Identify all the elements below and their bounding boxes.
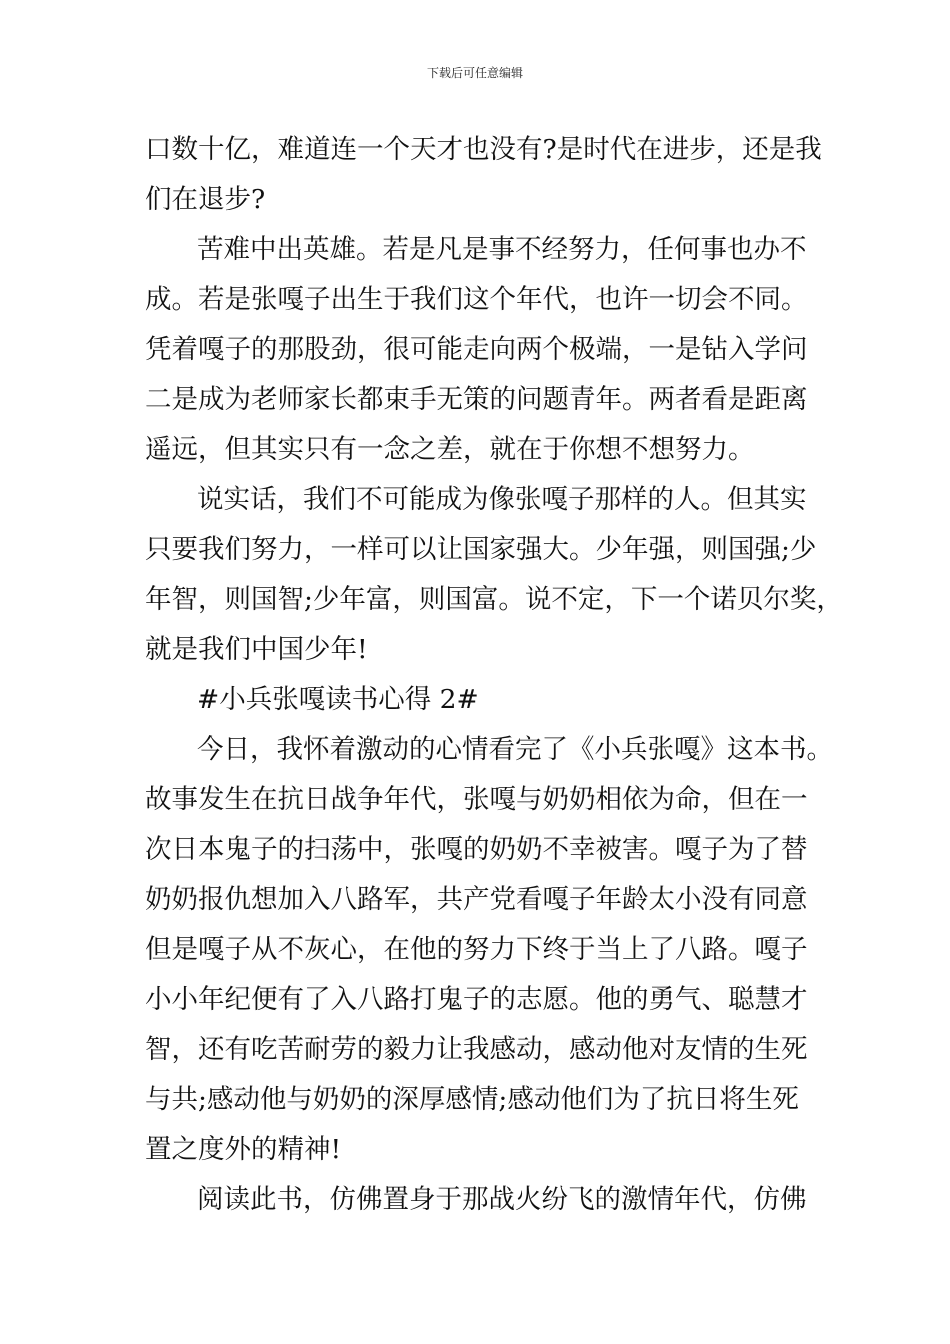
paragraph-start-line: 苦难中出英雄。若是凡是事不经努力，任何事也办不: [197, 234, 807, 265]
text-line: 成。若是张嘎子出生于我们这个年代，也许一切会不同。: [145, 284, 808, 315]
text-line: 小小年纪便有了入八路打鬼子的志愿。他的勇气、聪慧才: [145, 984, 808, 1015]
text-line: 们在退步?: [145, 184, 266, 215]
section-heading: #小兵张嘎读书心得 2#: [197, 684, 479, 715]
text-line: 次日本鬼子的扫荡中，张嘎的奶奶不幸被害。嘎子为了替: [145, 834, 808, 865]
text-line: 智，还有吃苦耐劳的毅力让我感动，感动他对友情的生死: [145, 1034, 808, 1065]
text-line: 口数十亿，难道连一个天才也没有?是时代在进步，还是我: [145, 134, 822, 165]
document-body: [145, 127, 843, 1227]
text-line: 遥远，但其实只有一念之差，就在于你想不想努力。: [145, 434, 755, 465]
text-line: 二是成为老师家长都束手无策的问题青年。两者看是距离: [145, 384, 808, 415]
text-line: 置之度外的精神!: [145, 1134, 342, 1165]
paragraph-start-line: 阅读此书，仿佛置身于那战火纷飞的激情年代，仿佛: [197, 1184, 807, 1215]
page-header: 下载后可任意编辑: [426, 66, 523, 80]
text-line: 奶奶报仇想加入八路军，共产党看嘎子年龄太小没有同意: [145, 884, 808, 915]
text-line: 与共;感动他与奶奶的深厚感情;感动他们为了抗日将生死: [145, 1084, 799, 1115]
text-line: 凭着嘎子的那股劲，很可能走向两个极端，一是钻入学问: [145, 334, 808, 365]
text-line: 就是我们中国少年!: [145, 634, 368, 665]
text-line: 故事发生在抗日战争年代，张嘎与奶奶相依为命，但在一: [145, 784, 808, 815]
text-line: 年智，则国智;少年富，则国富。说不定，下一个诺贝尔奖，: [145, 584, 843, 615]
text-line: 但是嘎子从不灰心，在他的努力下终于当上了八路。嘎子: [145, 934, 808, 965]
paragraph-start-line: 说实话，我们不可能成为像张嘎子那样的人。但其实: [197, 484, 807, 515]
text-line: 只要我们努力，一样可以让国家强大。少年强，则国强;少: [145, 534, 817, 565]
paragraph-start-line: 今日，我怀着激动的心情看完了《小兵张嘎》这本书。: [197, 734, 833, 765]
